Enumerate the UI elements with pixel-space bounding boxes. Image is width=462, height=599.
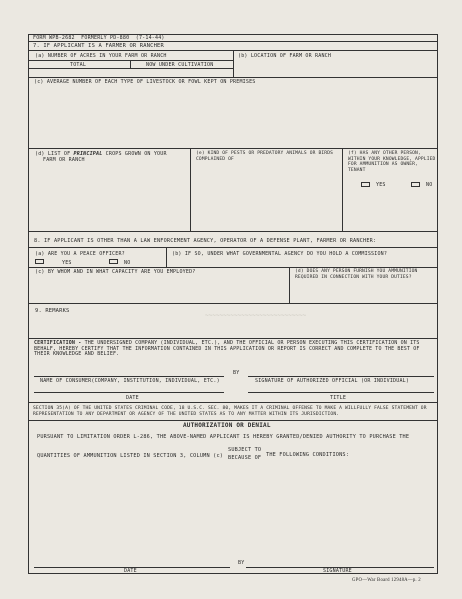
- cultivation-label: NOW UNDER CULTIVATION: [146, 62, 214, 68]
- footer-print-code: GPO—War Board 12948A—p. 2: [352, 578, 421, 583]
- authorization-title: AUTHORIZATION OR DENIAL: [183, 422, 271, 429]
- crops-label-2: FARM OR RANCH: [43, 157, 85, 163]
- auth-date-label: DATE: [124, 568, 137, 574]
- f-yes-checkbox[interactable]: [361, 182, 370, 187]
- crops-label: (d) LIST OF PRINCIPAL CROPS GROWN ON YOUR: [35, 151, 167, 157]
- peace-yes-checkbox[interactable]: [35, 259, 44, 264]
- cert-title-label: TITLE: [330, 395, 347, 401]
- cert-date-label: DATE: [126, 395, 139, 401]
- section-9-title: 9. REMARKS: [35, 308, 70, 314]
- employed-label: (c) BY WHOM AND IN WHAT CAPACITY ARE YOU EMPLOYED?: [35, 269, 196, 275]
- authorization-line-2: QUANTITIES OF AMMUNITION LISTED IN SECTION 3, COLUMN (c): [37, 453, 224, 459]
- consumer-name-label: NAME OF CONSUMER(COMPANY, INSTITUTION, INDIVIDUAL, ETC.): [40, 378, 220, 384]
- peace-yes-label: YES: [62, 260, 72, 266]
- f-no-checkbox[interactable]: [411, 182, 420, 187]
- location-label: (b) LOCATION OF FARM OR RANCH: [238, 53, 332, 59]
- acres-label: (a) NUMBER OF ACRES IN YOUR FARM OR RANCH: [35, 53, 167, 59]
- f-no-label: NO: [426, 182, 433, 188]
- total-label: TOTAL: [70, 62, 87, 68]
- pests-label: (e) KIND OF PESTS OR PREDATORY ANIMALS OR BIRDS COMPLAINED OF: [196, 151, 334, 162]
- form-number: FORM WPB-2682 FORMERLY PD-880 (7-14-44): [33, 35, 165, 41]
- certification-text: CERTIFICATION - THE UNDERSIGNED COMPANY (INDIVIDUAL, ETC.), AND THE OFFICIAL OR PERSON EXECUTING THIS CERTIFICATION ON ITS BEHALF, HEREBY CERTIFY THAT THE INFORMATION CONTAINED IN THIS APPLICATION OR REPORT IS CORRECT AND COMPLETE TO THE BEST OF THEIR KNOWLEDGE AND BELIEF.: [34, 340, 420, 358]
- f-yes-label: YES: [376, 182, 386, 188]
- section-7-title: 7. IF APPLICANT IS A FARMER OR RANCHER: [33, 43, 164, 49]
- authorization-line-1: PURSUANT TO LIMITATION ORDER L-286, THE ABOVE-NAMED APPLICANT IS HEREBY GRANTED/DENIED AUTHORITY TO PURCHASE THE: [37, 434, 410, 440]
- criminal-code-warning: SECTION 35(A) OF THE UNITED STATES CRIMINAL CODE, 18 U.S.C. SEC. 80, MAKES IT A CRIMINAL OFFENSE TO MAKE A WILLFULLY FALSE STATEMENT OR REPRESENTATION TO ANY DEPARTMENT OR AGENCY OF THE UNITED STATES AS TO ANY MATTER WITHIN ITS JURISDICTION.: [33, 406, 427, 417]
- ammunition-furnish-label: (d) DOES ANY PERSON FURNISH YOU AMMUNITION REQUIRED IN CONNECTION WITH YOUR DUTIES?: [295, 269, 418, 280]
- auth-by: BY: [238, 560, 245, 566]
- auth-signature-label: SIGNATURE: [323, 568, 352, 574]
- peace-officer-label: (a) ARE YOU A PEACE OFFICER?: [35, 251, 125, 257]
- cert-by: BY: [233, 370, 240, 376]
- other-person-label: (f) HAS ANY OTHER PERSON, WITHIN YOUR KNOWLEDGE, APPLIED FOR AMMUNITION AS OWNER, TENANT: [348, 151, 436, 173]
- section-8-title: 8. IF APPLICANT IS OTHER THAN A LAW ENFORCEMENT AGENCY, OPERATOR OF A DEFENSE PLANT, FARMER OR RANCHER:: [34, 238, 377, 244]
- official-signature-label: SIGNATURE OF AUTHORIZED OFFICIAL (OR INDIVIDUAL): [255, 378, 410, 384]
- because-of-label: BECAUSE OF: [228, 455, 262, 461]
- bleed-through: ~~~~~~~~~~~~~~~~~~~~~~~~~~~~: [205, 312, 307, 319]
- peace-no-label: NO: [124, 260, 131, 266]
- peace-no-checkbox[interactable]: [109, 259, 118, 264]
- subject-to-label: SUBJECT TO: [228, 447, 262, 453]
- form-frame: [28, 34, 438, 574]
- conditions-label: THE FOLLOWING CONDITIONS:: [266, 452, 350, 458]
- livestock-label: (c) AVERAGE NUMBER OF EACH TYPE OF LIVESTOCK OR FOWL KEPT ON PREMISES: [34, 79, 256, 85]
- commission-label: (b) IF SO, UNDER WHAT GOVERNMENTAL AGENCY DO YOU HOLD A COMMISSION?: [172, 251, 388, 257]
